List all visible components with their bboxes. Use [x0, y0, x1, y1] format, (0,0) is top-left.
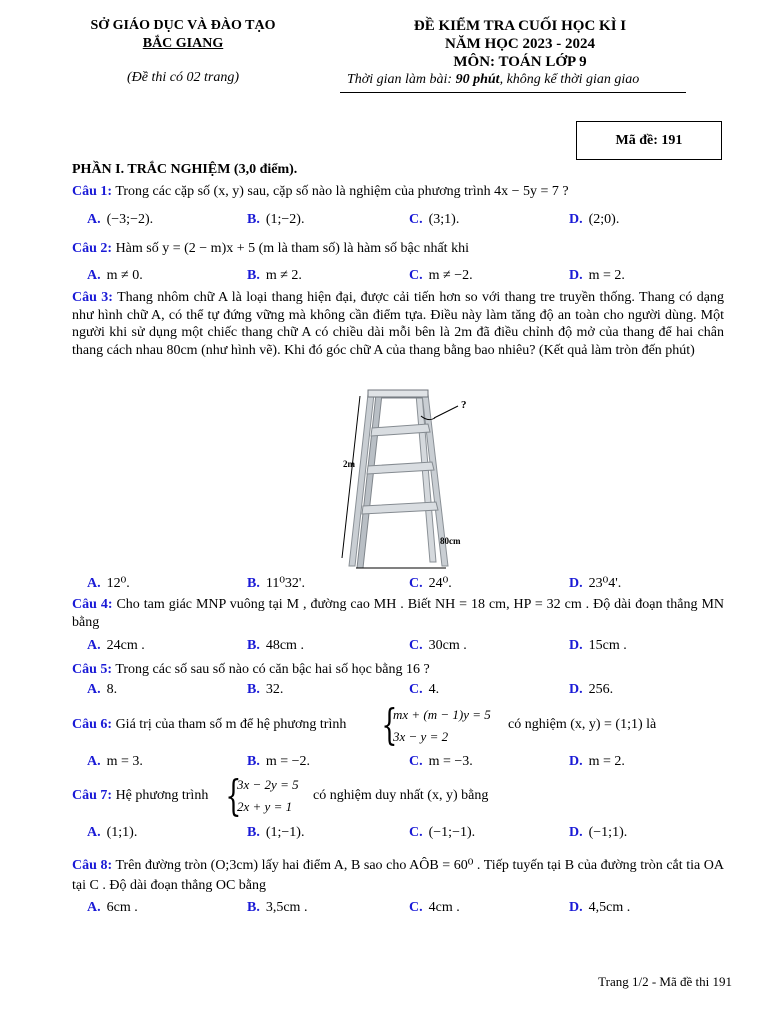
question-text: Trên đường tròn (O;3cm) lấy hai điểm A, B sao cho AÔB = 60⁰ . Tiếp tuyến tại B của đường tròn cắt tia OA tại C . Độ dài đoạn thẳng OC bằng: [72, 858, 724, 893]
question-2: [72, 240, 724, 258]
question-text: Hàm số y = (2 − m)x + 5 (m là tham số) là hàm số bậc nhất khi: [115, 241, 469, 256]
question-8: [72, 856, 724, 896]
question-text: Giá trị của tham số m để hệ phương trình: [115, 717, 347, 732]
time-value: 90 phút: [455, 72, 500, 87]
header-rule: [340, 92, 686, 93]
question-number: Câu 8:: [72, 858, 113, 873]
exam-title: ĐỀ KIỂM TRA CUỐI HỌC KÌ I: [413, 18, 627, 34]
q6-system-line-1: mx + (m − 1)y = 5: [393, 707, 491, 722]
q3-option-d[interactable]: D. 23⁰4'.: [569, 576, 622, 591]
q2-option-b[interactable]: B. m ≠ 2.: [247, 268, 302, 283]
school-year: NĂM HỌC 2023 - 2024: [445, 36, 595, 52]
q7-system-line-1: 3x − 2y = 5: [237, 777, 299, 792]
q1-option-c[interactable]: C. (3;1).: [409, 212, 460, 227]
question-number: Câu 1:: [72, 184, 113, 199]
question-number: Câu 2:: [72, 241, 113, 256]
q6-system-brace: {: [381, 700, 398, 749]
q1-option-d[interactable]: D. (2;0).: [569, 212, 620, 227]
q6-option-a[interactable]: A. m = 3.: [87, 754, 143, 769]
q6-option-c[interactable]: C. m = −3.: [409, 754, 473, 769]
q6-option-d[interactable]: D. m = 2.: [569, 754, 625, 769]
question-text: Trong các cặp số (x, y) sau, cặp số nào là nghiệm của phương trình 4x − 5y = 7 ?: [115, 184, 569, 199]
question-number: Câu 4:: [72, 597, 113, 612]
q3-option-a[interactable]: A. 12⁰.: [87, 576, 130, 591]
q8-option-c[interactable]: C. 4cm .: [409, 900, 460, 915]
question-4: [72, 596, 724, 631]
question-3: [72, 289, 724, 359]
q8-option-d[interactable]: D. 4,5cm .: [569, 900, 631, 915]
question-text: Hệ phương trình: [115, 788, 209, 803]
question-1: [72, 183, 724, 201]
question-number: Câu 5:: [72, 662, 113, 677]
q6-option-b[interactable]: B. m = −2.: [247, 754, 311, 769]
q7-text-after: có nghiệm duy nhất (x, y) bằng: [313, 788, 489, 803]
q7-option-d[interactable]: D. (−1;1).: [569, 825, 628, 840]
q1-option-a[interactable]: A. (−3;−2).: [87, 212, 154, 227]
q3-option-c[interactable]: C. 24⁰.: [409, 576, 452, 591]
time-allowed: [347, 72, 687, 88]
ladder-base-label: 80cm: [440, 536, 461, 546]
ladder-side-label: 2m: [343, 459, 355, 469]
q4-option-c[interactable]: C. 30cm .: [409, 638, 467, 653]
question-text: Cho tam giác MNP vuông tại M , đường cao MH . Biết NH = 18 cm, HP = 32 cm . Độ dài đoạn thẳng MN bằng: [72, 597, 724, 630]
exam-code-box: Mã đề: 191: [576, 121, 722, 160]
q2-option-c[interactable]: C. m ≠ −2.: [409, 268, 473, 283]
question-6: [72, 717, 346, 733]
question-number: Câu 6:: [72, 717, 113, 732]
page-count-note: (Đề thi có 02 trang): [127, 70, 239, 85]
q7-system-brace: {: [225, 771, 242, 820]
q5-option-c[interactable]: C. 4.: [409, 682, 440, 697]
question-number: Câu 7:: [72, 788, 113, 803]
q7-option-b[interactable]: B. (1;−1).: [247, 825, 305, 840]
q5-option-d[interactable]: D. 256.: [569, 682, 614, 697]
province-name: BẮC GIANG: [142, 36, 224, 51]
q8-option-a[interactable]: A. 6cm .: [87, 900, 138, 915]
q7-system-line-2: 2x + y = 1: [237, 799, 293, 814]
q7-option-c[interactable]: C. (−1;−1).: [409, 825, 476, 840]
q5-option-a[interactable]: A. 8.: [87, 682, 118, 697]
question-5: [72, 661, 724, 679]
time-prefix: Thời gian làm bài:: [347, 72, 456, 87]
question-7: [72, 788, 208, 804]
question-number: Câu 3:: [72, 290, 113, 305]
q6-system-line-2: 3x − y = 2: [393, 729, 449, 744]
q2-option-d[interactable]: D. m = 2.: [569, 268, 625, 283]
subject: MÔN: TOÁN LỚP 9: [453, 54, 587, 70]
q1-option-b[interactable]: B. (1;−2).: [247, 212, 305, 227]
time-suffix: , không kể thời gian giao: [499, 72, 640, 87]
question-text: Thang nhôm chữ A là loại thang hiện đại, được cải tiến hơn so với thang tre truyền thống. Thang có dạng như hình chữ A, có thể tự đứng vững mà không cần điểm tựa. Điều này làm tăng độ an toàn cho người dùng. Một người khi sử dụng một chiếc thang chữ A có chiều dài mỗi bên là 2m đã điều chỉnh độ mở của thang để hai chân thang cách nhau 80cm (như hình vẽ). Khi đó góc chữ A của thang bằng bao nhiêu? (Kết quả làm tròn đến phút): [72, 290, 725, 358]
page-footer: Trang 1/2 - Mã đề thi 191: [598, 974, 732, 989]
q4-option-a[interactable]: A. 24cm .: [87, 638, 145, 653]
department-name: SỞ GIÁO DỤC VÀ ĐÀO TẠO: [90, 18, 276, 33]
q4-option-b[interactable]: B. 48cm .: [247, 638, 304, 653]
q3-option-b[interactable]: B. 11⁰32'.: [247, 576, 305, 591]
q6-text-after: có nghiệm (x, y) = (1;1) là: [508, 717, 657, 732]
q4-option-d[interactable]: D. 15cm .: [569, 638, 627, 653]
question-text: Trong các số sau số nào có căn bậc hai số học bằng 16 ?: [115, 662, 430, 677]
q2-option-a[interactable]: A. m ≠ 0.: [87, 268, 143, 283]
ladder-angle-label: ?: [461, 399, 467, 411]
q5-option-b[interactable]: B. 32.: [247, 682, 284, 697]
section-title: PHẦN I. TRẮC NGHIỆM (3,0 điểm).: [72, 162, 298, 177]
q8-option-b[interactable]: B. 3,5cm .: [247, 900, 308, 915]
q7-option-a[interactable]: A. (1;1).: [87, 825, 138, 840]
